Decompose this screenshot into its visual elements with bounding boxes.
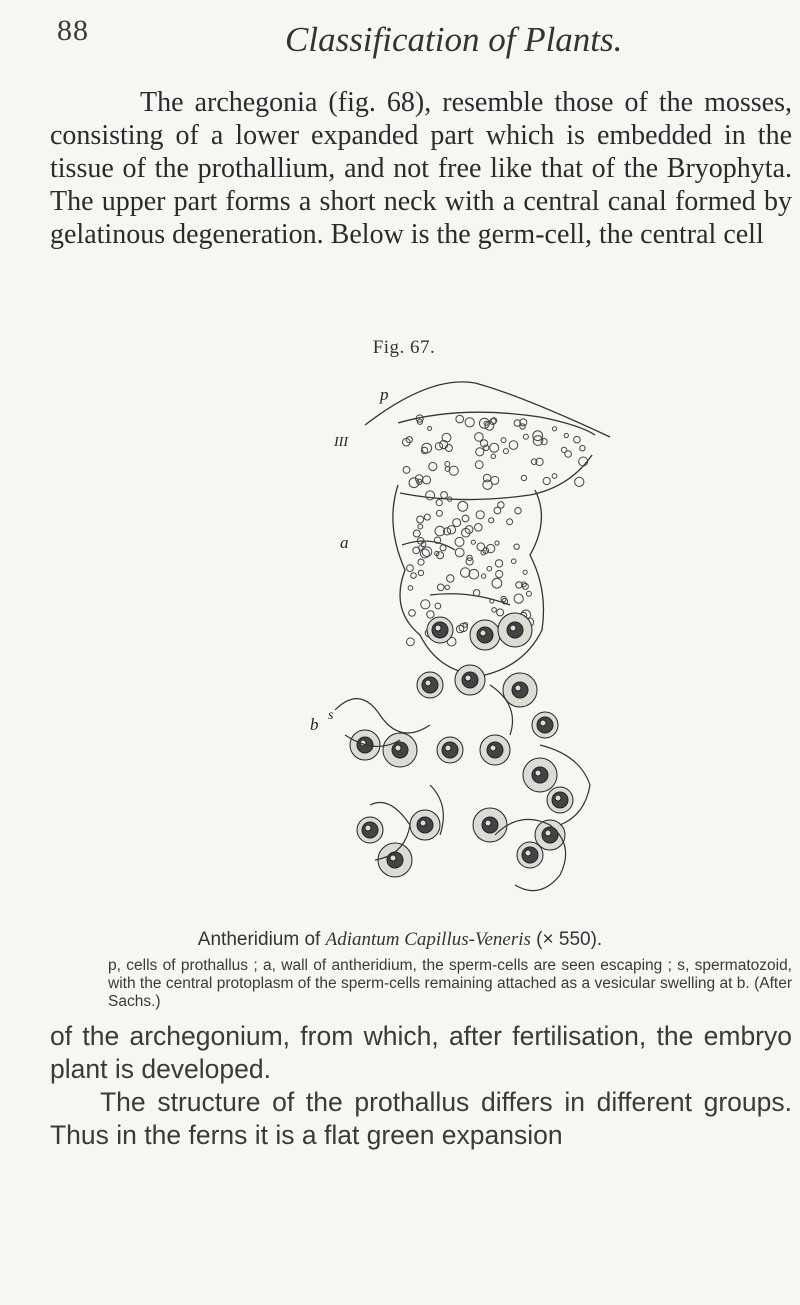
cell [492, 578, 502, 588]
running-title: Classification of Plants. [285, 20, 623, 59]
cell [473, 590, 479, 596]
cell [447, 575, 454, 582]
cell [421, 600, 430, 609]
sperm-cell [437, 737, 463, 763]
cell [575, 477, 584, 486]
cell [436, 500, 442, 506]
label-s: s [328, 708, 334, 723]
paragraph-1: The archegonia (fig. 68), resemble those of the mosses, consisting of a lower expanded part which is embedded in the tissue of the prothallium, and not free like that of the Bryophyta. The upper part forms a short neck with a central canal formed by gelatinous degeneration. Below is the germ-cell, the central cell [50, 87, 792, 250]
label-b: b [310, 715, 319, 734]
cell [476, 511, 484, 519]
cell [461, 568, 470, 577]
cell [497, 609, 504, 616]
cell [580, 446, 585, 451]
cell [552, 474, 557, 479]
cell [552, 427, 556, 431]
sperm-cell [523, 758, 557, 792]
cell [411, 573, 417, 579]
cell [476, 448, 484, 456]
figure-caption [0, 929, 800, 951]
cell [456, 625, 463, 632]
cell [509, 441, 518, 450]
cell [418, 570, 423, 575]
cell [515, 508, 521, 514]
sperm-cell [498, 613, 532, 647]
cell [521, 475, 526, 480]
cell [436, 510, 442, 516]
cell [475, 433, 484, 442]
cell [501, 438, 506, 443]
sperm-cell [455, 665, 485, 695]
cell [503, 449, 508, 454]
cell [462, 528, 471, 537]
cell [514, 594, 523, 603]
cell [469, 569, 479, 579]
cell [465, 418, 474, 427]
cell [418, 559, 424, 565]
prothallus-outline [365, 382, 610, 437]
cell [526, 591, 531, 596]
sperm-cell [547, 787, 573, 813]
cell [407, 565, 414, 572]
cell [471, 540, 475, 544]
cell [408, 586, 413, 591]
cell [424, 514, 430, 520]
paragraph-2: of the archegonium, from which, after fertilisation, the embryo plant is developed. [50, 1021, 792, 1084]
cell [413, 530, 420, 537]
sperm-cell [470, 620, 500, 650]
cell [458, 501, 468, 511]
cell [403, 467, 410, 474]
cell [475, 461, 483, 469]
page-number: 88 [57, 14, 89, 47]
label-p: p [380, 385, 389, 404]
sperm-cell [410, 810, 440, 840]
cell [466, 558, 473, 565]
sperm-cell [503, 673, 537, 707]
cell [564, 433, 568, 437]
antheridium-wall [393, 485, 544, 675]
caption-suffix: (× 550). [530, 929, 603, 950]
cell [440, 545, 446, 551]
sperm-cell [427, 617, 453, 643]
cell [543, 477, 550, 484]
label-a: a [340, 533, 349, 552]
sperm-cell [473, 808, 507, 842]
cell [489, 518, 494, 523]
cell [447, 526, 455, 534]
sperm-cell [480, 735, 510, 765]
cell [409, 610, 416, 617]
cell [487, 566, 492, 571]
cell [491, 454, 496, 459]
cell [456, 415, 464, 423]
cell [477, 543, 485, 551]
cell [511, 559, 516, 564]
sperm-cell [357, 817, 383, 843]
cell [429, 462, 437, 470]
figure-legend: p, cells of prothallus ; a, wall of antheridium, the sperm-cells are seen escaping ; s, spermatozoid, with the central protoplasm of the sperm-cells remaining attached as a vesicular swelling at b. (After Sachs.) [108, 957, 792, 1010]
prothallus-lower-line [400, 455, 592, 500]
cell [442, 433, 451, 442]
sperm-cell [532, 712, 558, 738]
cell [449, 466, 458, 475]
cell [445, 462, 450, 467]
cell [496, 571, 503, 578]
sperm-cell [417, 672, 443, 698]
cell [495, 541, 499, 545]
cell [422, 547, 432, 557]
cell [492, 608, 497, 613]
cell [574, 436, 581, 443]
sperm-cell [378, 843, 412, 877]
cell [455, 548, 464, 557]
cell [495, 560, 502, 567]
cell [407, 638, 415, 646]
cell [437, 584, 444, 591]
cell [523, 434, 528, 439]
cell [498, 502, 504, 508]
cell [475, 524, 483, 532]
cell [428, 427, 432, 431]
figure-label: Fig. 67. [372, 337, 436, 358]
cell [514, 544, 519, 549]
antheridium-illustration [280, 355, 640, 925]
label-iii: III [334, 435, 348, 450]
cell [453, 519, 461, 527]
cell [426, 491, 435, 500]
cell [490, 443, 499, 452]
cell [418, 524, 423, 529]
cell [482, 574, 486, 578]
cell [507, 519, 513, 525]
cell [423, 476, 431, 484]
cell [427, 611, 434, 618]
caption-prefix: Antheridium of [197, 929, 326, 950]
cell [455, 537, 464, 546]
cell [441, 492, 448, 499]
cell [523, 570, 527, 574]
cell [445, 585, 449, 589]
cell [417, 516, 424, 523]
prothallus-inner-line [398, 412, 595, 435]
caption-species: Adiantum Capillus-Veneris [325, 929, 531, 950]
paragraph-3: The structure of the prothallus differs in different groups. Thus in the ferns it is a flat green expansion [50, 1087, 792, 1150]
sperm-cell [383, 733, 417, 767]
cell [435, 443, 442, 450]
cell [462, 515, 469, 522]
cell [435, 603, 441, 609]
cell [565, 451, 572, 458]
